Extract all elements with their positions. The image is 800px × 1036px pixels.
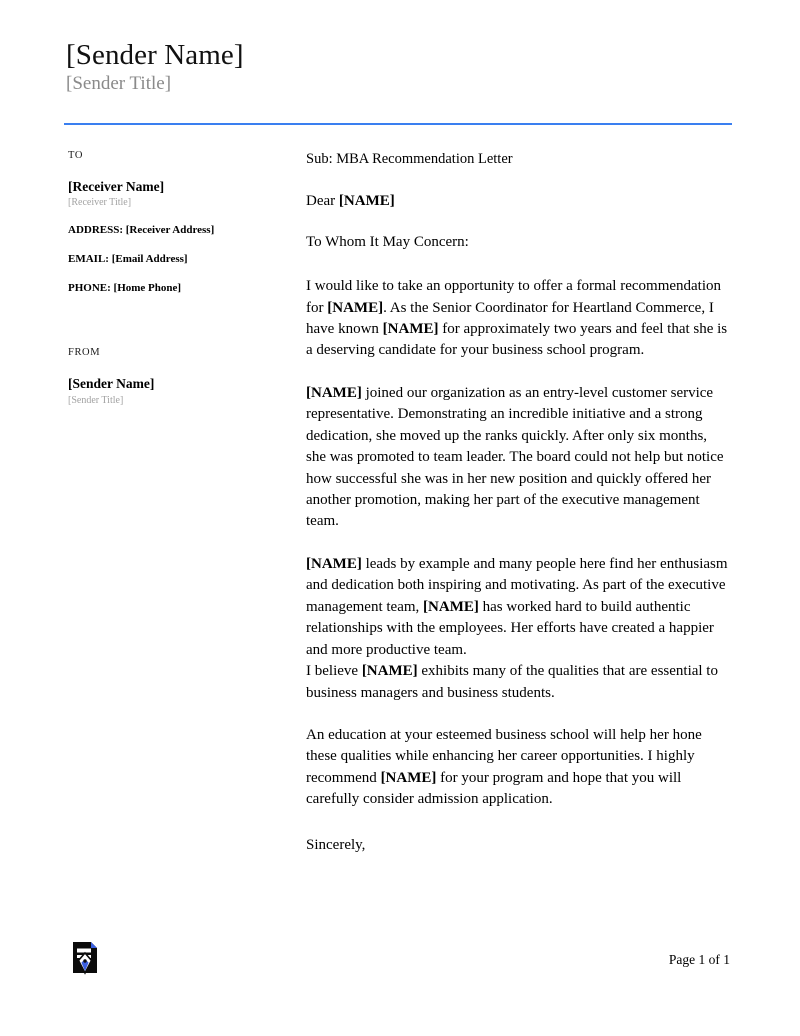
salutation-name-placeholder: [NAME]	[338, 192, 395, 209]
letterhead	[66, 40, 730, 95]
sender-block	[68, 376, 278, 406]
p3-name-2: [NAME]	[423, 598, 479, 615]
p3-name-1: [NAME]	[306, 555, 362, 572]
p3-text-c: I believe	[306, 663, 362, 680]
p3-name-3: [NAME]	[361, 663, 418, 680]
p4-name-1: [NAME]	[380, 769, 437, 786]
receiver-email-line: EMAIL: [Email Address]	[68, 252, 188, 265]
from-section	[68, 347, 278, 406]
paragraph-4	[306, 725, 730, 811]
p1-name-2: [NAME]	[382, 320, 439, 337]
salutation	[306, 191, 730, 211]
to-label: TO	[68, 150, 84, 161]
page-number: Page 1 of 1	[668, 952, 730, 967]
p3-text-a: leads by example and many people here find her enthusiasm and dedication both inspiring and motivating. As part of the executive management team,	[306, 555, 728, 615]
address-sidebar	[68, 150, 278, 407]
p2-name-1: [NAME]	[306, 384, 362, 401]
p4-text-b: for your program and hope that you will carefully consider admission application.	[306, 769, 682, 808]
letter-body	[306, 150, 730, 856]
header-divider	[64, 123, 732, 125]
receiver-phone-line: PHONE: [Home Phone]	[68, 281, 182, 294]
p2-text-a: joined our organization as an entry-level customer service representative. Demonstrating an incredible initiative and a strong dedication, she moved up the ranks quickly. After only six months, she was promoted to team leader. The board could not help but notice how successful she was in her new position and quickly offered her another promotion, making her part of the executive management team.	[306, 384, 724, 530]
receiver-name: [Receiver Name]	[68, 179, 165, 194]
p1-text-a: I would like to take an opportunity to offer a formal recommendation for	[306, 278, 722, 316]
p1-text-c: for approximately two years and feel that she is a deserving candidate for your business school program.	[306, 320, 728, 359]
page-footer	[66, 940, 730, 984]
p1-name-1: [NAME]	[327, 299, 384, 316]
p3-text-b: has worked hard to build authentic relationships with the employees. Her efforts have created a happier and more productive team.	[306, 598, 714, 658]
paragraph-1	[306, 276, 730, 362]
paragraph-2	[306, 383, 730, 533]
closing-line: Sincerely,	[306, 836, 366, 853]
from-label: FROM	[68, 347, 101, 359]
sender-name: [Sender Name]	[68, 376, 155, 392]
sender-title: [Sender Title]	[68, 394, 124, 406]
document-pen-icon	[70, 940, 100, 978]
letterhead-sender-name: [Sender Name]	[66, 39, 244, 71]
receiver-title: [Receiver Title]	[68, 197, 132, 209]
p1-text-b: . As the Senior Coordinator for Heartland Commerce, I have known	[306, 299, 714, 337]
p3-text-d: exhibits many of the qualities that are essential to business managers and business students.	[306, 663, 718, 701]
paragraph-3	[306, 554, 730, 704]
attention-line: To Whom It May Concern:	[306, 233, 469, 250]
receiver-address-line: ADDRESS: [Receiver Address]	[68, 224, 215, 237]
p4-text-a: An education at your esteemed business school will help her hone these qualities while enhancing her career opportunities. I highly recommend	[306, 726, 702, 786]
letterhead-sender-title: [Sender Title]	[66, 73, 172, 95]
subject-line: Sub: MBA Recommendation Letter	[306, 151, 513, 167]
salutation-prefix: Dear	[306, 192, 339, 209]
receiver-block	[68, 179, 278, 209]
